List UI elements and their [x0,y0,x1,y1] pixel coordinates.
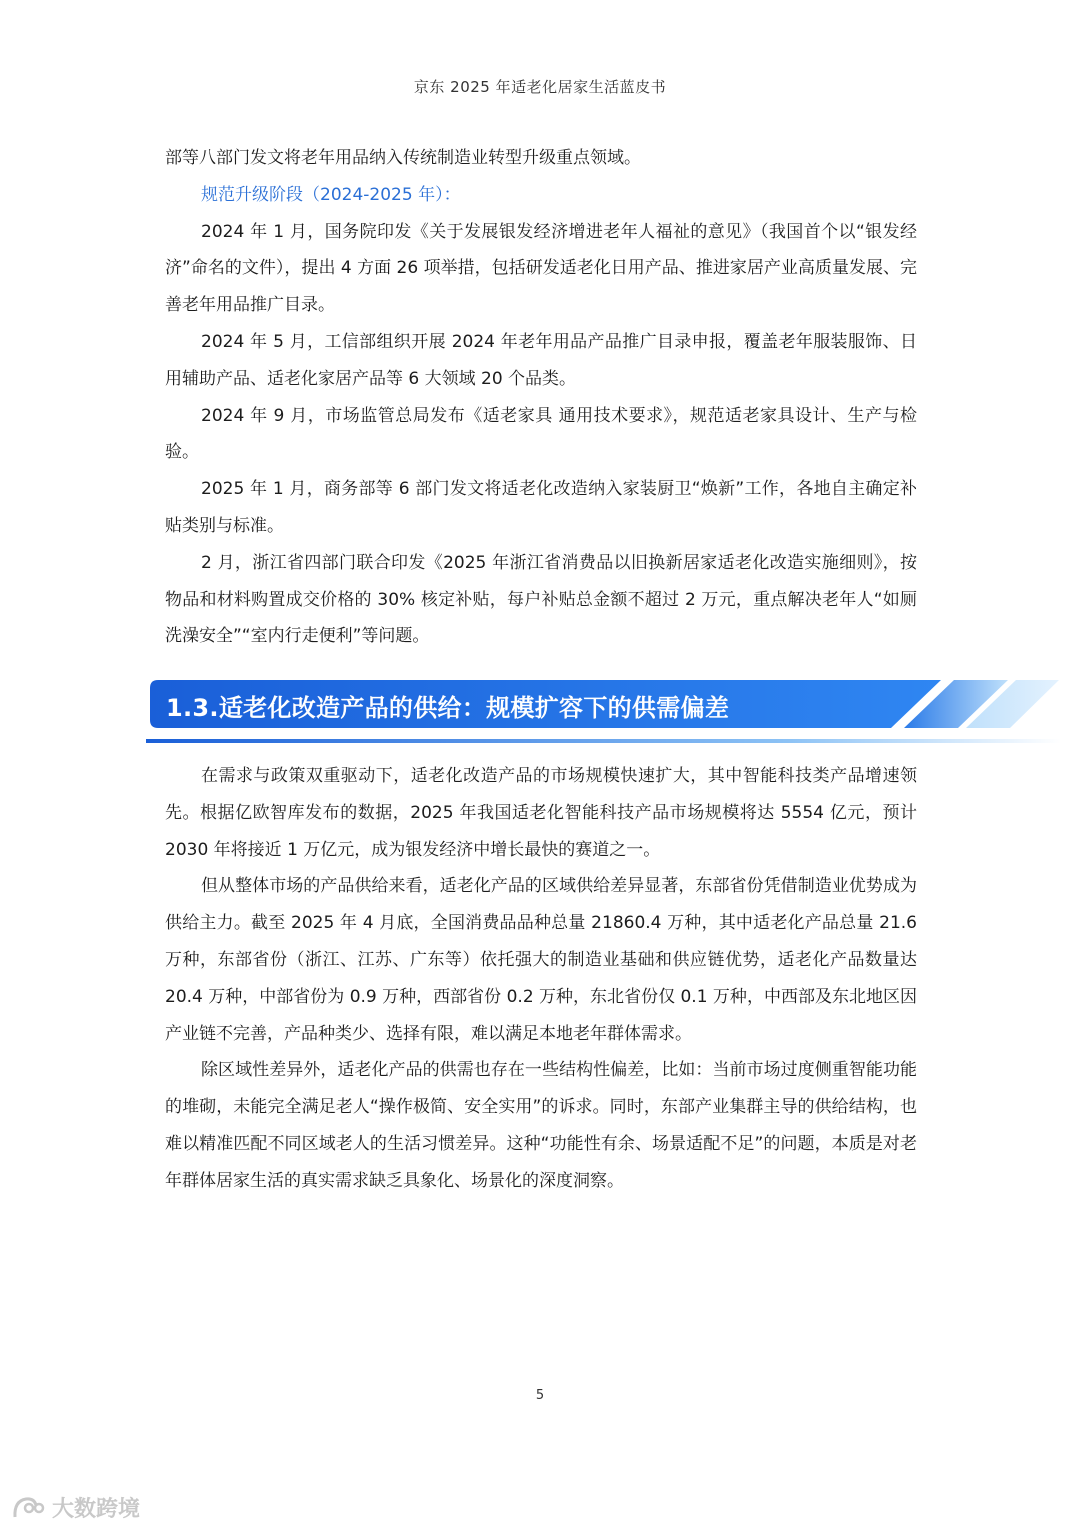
paragraph: 2025 年 1 月，商务部等 6 部门发文将适老化改造纳入家装厨卫“焕新”工作，各地自主确定补贴类别与标准。 [165,479,917,536]
watermark [12,1492,140,1523]
paragraph: 2 月，浙江省四部门联合印发《2025 年浙江省消费品以旧换新居家适老化改造实施细则》，按物品和材料购置成交价格的 30% 核定补贴，每户补贴总金额不超过 2 万元，重点解决老年人“如厕洗澡安全”“室内行走便利”等问题。 [165,552,917,647]
paragraph: 除区域性差异外，适老化产品的供需也存在一些结构性偏差，比如：当前市场过度侧重智能功能的堆砌，未能完全满足老人“操作极简、安全实用”的诉求。同时，东部产业集群主导的供给结构，也难以精准匹配不同区域老人的生活习惯差异。这种“功能性有余、场景适配不足”的问题，本质是对老年群体居家生活的真实需求缺乏具象化、场景化的深度洞察。 [165,1060,917,1191]
paragraph: 2024 年 5 月，工信部组织开展 2024 年老年用品产品推广目录申报，覆盖老年服装服饰、日用辅助产品、适老化家居产品等 6 大领域 20 个品类。 [165,331,917,389]
page-number: 5 [535,1388,545,1403]
paragraph: 2024 年 9 月，市场监管总局发布《适老家具 通用技术要求》，规范适老家具设计、生产与检验。 [165,405,917,463]
paragraph: 在需求与政策双重驱动下，适老化改造产品的市场规模快速扩大，其中智能科技类产品增速领先。根据亿欧智库发布的数据，2025 年我国适老化智能科技产品市场规模将达 5554 亿元，预计 2030 年将接近 1 万亿元，成为银发经济中增长最快的赛道之一。 [165,766,917,860]
section-heading-banner [146,676,1061,744]
paragraph: 部等八部门发文将老年用品纳入传统制造业转型升级重点领域。 [165,148,641,168]
watermark-text: 大数跨境 [52,1497,141,1522]
subheading: 规范升级阶段（2024-2025 年）： [201,184,461,205]
paragraph: 2024 年 1 月，国务院印发《关于发展银发经济增进老年人福祉的意见》（我国首个以“银发经济”命名的文件），提出 4 方面 26 项举措，包括研发适老化日用产品、推进家居产业高质量发展、完善老年用品推广目录。 [165,221,917,316]
body-block-1 [165,140,917,655]
paragraph: 但从整体市场的产品供给来看，适老化产品的区域供给差异显著，东部省份凭借制造业优势成为供给主力。截至 2025 年 4 月底，全国消费品品种总量 21860.4 万种，其中适老化产品总量 21.6 万种，东部省份（浙江、江苏、广东等）依托强大的制造业基础和供应链优势，适老化产品数量达 20.4 万种，中部省份为 0.9 万种，西部省份 0.2 万种，东北省份仅 0.1 万种，中西部及东北地区因产业链不完善，产品种类少、选择有限，难以满足本地老年群体需求。 [165,876,917,1044]
section-title: 1.3.适老化改造产品的供给：规模扩容下的供需偏差 [166,694,730,722]
page-header: 京东 2025 年适老化居家生活蓝皮书 [413,78,667,96]
body-block-2 [165,758,917,1200]
watermark-logo-icon [12,1495,46,1521]
